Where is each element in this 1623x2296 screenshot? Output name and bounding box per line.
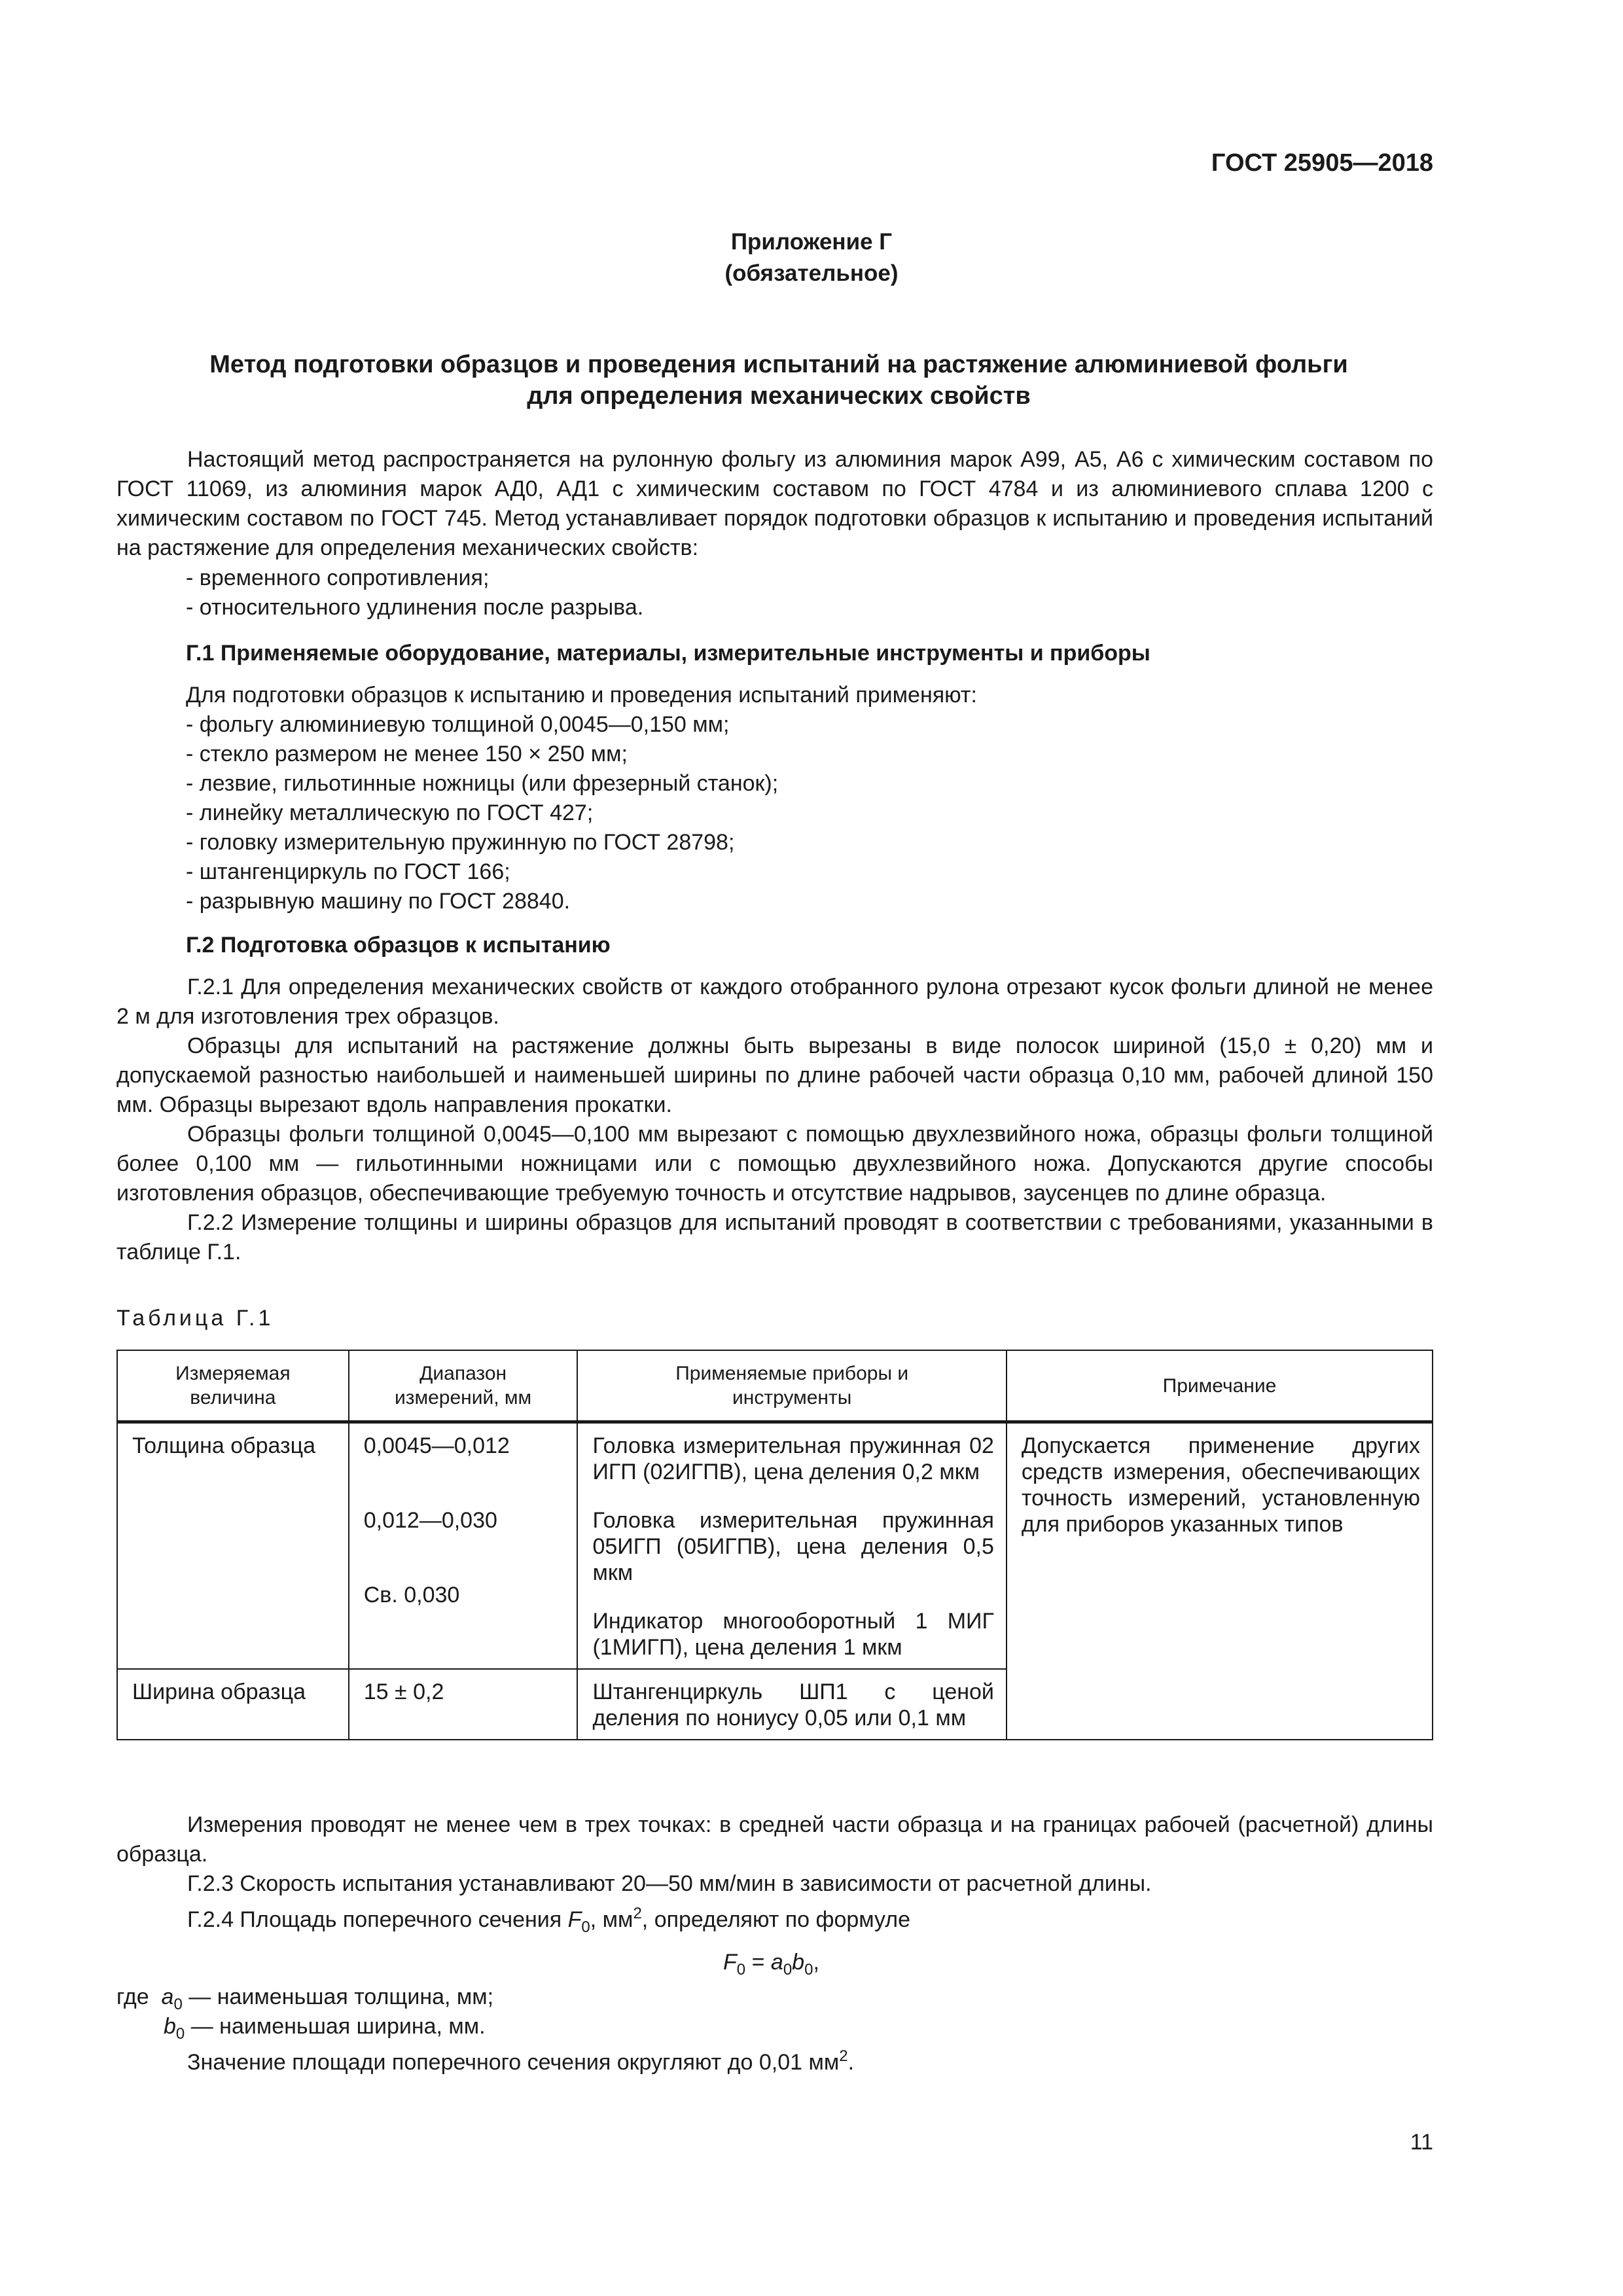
equipment-item: - лезвие, гильотинные ножницы (или фрезерный станок);: [186, 771, 779, 796]
area-paragraph: Г.2.4 Площадь поперечного сечения $F_0$, $мм^2$, определяют по формуле: [187, 1905, 911, 1936]
equipment-item: - фольгу алюминиевую толщиной 0,0045—0,150 мм;: [186, 712, 730, 737]
table-cell: 15 ± 0,2: [349, 1669, 578, 1740]
measurement-table: [116, 1350, 1433, 1740]
table-header-cell: Измеряемая величина: [117, 1350, 349, 1422]
where-line-a: где $a_0$ — наименьшая толщина, мм;: [116, 1984, 494, 2013]
rounding-paragraph: Значение площади поперечного сечения округляют до 0,01 $мм^2$.: [187, 2047, 855, 2075]
equipment-item: - разрывную машину по ГОСТ 28840.: [186, 889, 571, 914]
measurement-paragraph: Измерения проводят не менее чем в трех точках: в средней части образца и на границах рабочей (расчетной) длины образца.: [116, 1812, 1433, 1867]
table-header-cell: Примечание: [1007, 1350, 1433, 1422]
equipment-item: - линейку металлическую по ГОСТ 427;: [186, 800, 594, 825]
table-cell: Ширина образца: [117, 1669, 349, 1740]
where-line-b: $b_0$ — наименьшая ширина, мм.: [164, 2014, 486, 2043]
area-formula: $F_0 = a_0b_0$,: [723, 1950, 819, 1979]
equipment-item: - головку измерительную пружинную по ГОСТ 28798;: [186, 830, 735, 855]
intro-paragraph: Настоящий метод распространяется на рулонную фольгу из алюминия марок А99, А5, А6 с химическим составом по ГОСТ 11069, из алюминия марок АД0, АД1 с химическим составом по ГОСТ 4784 и из алюминиевого сплава 1200 с химическим составом по ГОСТ 745. Метод устанавливает порядок подготовки образцов к испытанию и проведения испытаний на растяжение для определения механических свойств:: [116, 447, 1433, 560]
equipment-item: - штангенциркуль по ГОСТ 166;: [186, 859, 510, 884]
table-cell: Штангенциркуль ШП1 с ценой деления по нониусу 0,05 или 0,1 мм: [577, 1669, 1006, 1740]
table-header-cell: Применяемые приборы и инструменты: [577, 1350, 1006, 1422]
appendix-title: Приложение Г: [730, 229, 893, 255]
table-cell: 0,0045—0,012 0,012—0,030 Св. 0,030: [349, 1423, 578, 1669]
section-g2-paragraph: Г.2.2 Измерение толщины и ширины образцов для испытаний проводят в соответствии с требованиями, указанными в таблице Г.1.: [116, 1210, 1433, 1265]
table-header-cell: Диапазон измерений, мм: [349, 1350, 578, 1422]
main-title-line-1: Метод подготовки образцов и проведения испытаний на растяжение алюминиевой фольги: [209, 351, 1348, 378]
appendix-subtitle: (обязательное): [724, 260, 899, 286]
section-g2-heading: Г.2 Подготовка образцов к испытанию: [186, 933, 611, 958]
section-g1-heading: Г.1 Применяемые оборудование, материалы, измерительные инструменты и приборы: [186, 641, 1150, 666]
equipment-item: - стекло размером не менее 150 × 250 мм;: [186, 742, 628, 766]
table-row: [117, 1423, 1433, 1669]
page-number: 11: [1410, 2130, 1433, 2155]
table-cell-note: Допускается применение других средств измерения, обеспечивающих точность измерений, установленную для приборов указанных типов: [1007, 1423, 1433, 1740]
document-header: ГОСТ 25905—2018: [1211, 149, 1433, 177]
table-header-row: [117, 1350, 1433, 1422]
table-cell: Головка измерительная пружинная 02 ИГП (02ИГПВ), цена деления 0,2 мкм Головка измерительная пружинная 05ИГП (05ИГПВ), цена деления 0,5 мкм Индикатор многооборотный 1 МИГ (1МИГП), цена деления 1 мкм: [577, 1423, 1006, 1669]
main-title-line-2: для определения механических свойств: [527, 382, 1031, 410]
section-g1-lead: Для подготовки образцов к испытанию и проведения испытаний применяют:: [186, 683, 977, 708]
intro-item: - временного сопротивления;: [186, 565, 490, 590]
section-g2-paragraph: Образцы фольги толщиной 0,0045—0,100 мм вырезают с помощью двухлезвийного ножа, образцы фольги толщиной более 0,100 мм — гильотинными ножницами или с помощью двухлезвийного ножа. Допускаются другие способы изготовления образцов, обеспечивающие требуемую точность и отсутствие надрывов, заусенцев по длине образца.: [116, 1122, 1433, 1206]
intro-item: - относительного удлинения после разрыва.: [186, 595, 644, 620]
section-g2-paragraph: Г.2.1 Для определения механических свойств от каждого отобранного рулона отрезают кусок фольги длиной не менее 2 м для изготовления трех образцов.: [116, 975, 1433, 1029]
table-cell: Толщина образца: [117, 1423, 349, 1669]
speed-paragraph: Г.2.3 Скорость испытания устанавливают 20—50 мм/мин в зависимости от расчетной длины.: [187, 1871, 1152, 1896]
section-g2-paragraph: Образцы для испытаний на растяжение должны быть вырезаны в виде полосок шириной (15,0 ± 0,20) мм и допускаемой разностью наибольшей и наименьшей ширины по длине рабочей части образца 0,10 мм, рабочей длиной 150 мм. Образцы вырезают вдоль направления прокатки.: [116, 1033, 1433, 1117]
table-caption: Таблица Г.1: [116, 1306, 274, 1331]
